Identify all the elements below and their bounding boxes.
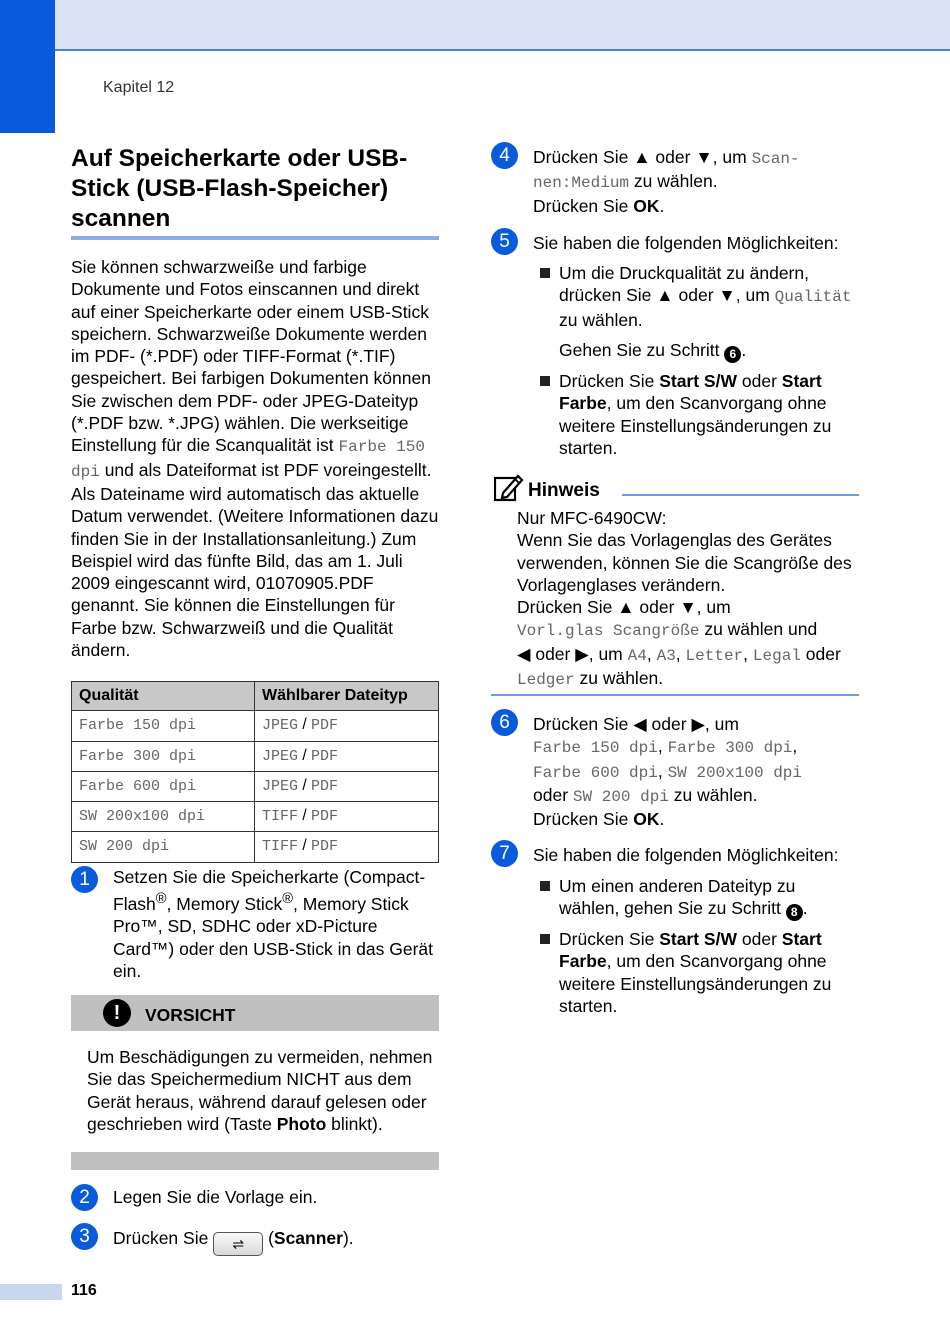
step-number-6: 6 [491,709,518,736]
chapter-label: Kapitel 12 [103,79,175,96]
registered-mark: ® [155,891,167,908]
table-row [72,711,439,741]
quality-cell: Farbe 600 dpi [79,777,197,795]
option-text-part: , um [735,285,770,306]
step-6 [491,709,863,830]
option-text [559,875,859,921]
size-option: A4 [627,646,647,665]
note-label: Hinweis [528,480,600,501]
filetype-a: TIFF [262,808,299,826]
size-option: Letter [685,646,744,665]
bullet-square [540,881,550,891]
caution-text [87,1046,443,1135]
step-number-2: 2 [71,1184,98,1211]
intro-text-2: und als Dateiformat ist PDF voreingestellt. Als Dateiname wird automatisch das aktuelle Datum verwendet. (Weitere Informationen dazu finden Sie in der Installationsanleitung.) Zum Beispiel wird das fünfte Bild, das am 1. Juli 2009 eingescannt wird, 01070905.PDF genannt. Sie können die Einstellungen für Farbe bzw. Schwarzweiß und die Qualität ändern. [71,459,439,661]
step-1-part: , Memory Stick [166,894,283,915]
note-part: , [646,643,652,664]
option-text-part: . [802,898,808,919]
separator: / [302,837,307,855]
step-1-part: , Memory Stick Pro™, SD, SDHC oder xD-Picture Card™) oder den USB-Stick in das Gerät ein. [113,894,433,982]
up-arrow-icon: ▲ [656,285,674,306]
note-part: , [675,643,681,664]
intro-paragraph [71,256,443,661]
header-band [0,0,950,51]
step-5-option-2 [540,370,860,462]
option-text [559,262,859,331]
step-6-part: oder [651,714,687,734]
step-3-part: ( [268,1228,274,1248]
step-7 [491,840,863,870]
note-pencil-icon [494,473,524,503]
step-ref-icon: 6 [724,346,741,363]
page-number: 116 [71,1282,97,1299]
note-part: oder [535,643,571,664]
down-arrow-icon: ▼ [695,147,713,167]
step-4-text [533,146,848,217]
step-number-7: 7 [491,840,518,867]
step-6-text [533,713,853,830]
step-4-part: , um [712,147,747,167]
step-number-4: 4 [491,142,518,169]
separator: / [302,716,307,734]
note-part: oder [639,597,675,618]
step-5-option-1 [540,262,860,332]
quality-option: Farbe 150 dpi [533,739,658,758]
option-text-part: oder [741,371,777,391]
start-bw-key-label: Start S/W [659,371,737,391]
filetype-b: PDF [310,777,338,795]
step-number-5: 5 [491,228,518,255]
note-model: Nur MFC-6490CW: [517,508,667,528]
caution-text-part: blinkt). [331,1113,383,1134]
step-2-text: Legen Sie die Vorlage ein. [113,1187,318,1207]
bullet-square [540,934,550,944]
step-6-part: , [657,760,663,781]
note-part: zu wählen und [704,619,818,640]
warning-icon: ! [103,999,131,1027]
step-4-part: . [659,195,665,216]
note-part: Drücken Sie [517,597,613,618]
filetype-b: PDF [310,747,338,765]
option-text-part: , um den Scanvorgang ohne weitere Einstellungsänderungen zu starten. [559,951,832,1016]
quality-cell: SW 200 dpi [79,838,170,856]
quality-table [71,681,439,863]
step-4-part: Drücken Sie [533,147,629,167]
photo-key-label: Photo [276,1113,327,1134]
option-text-part: oder [741,929,777,949]
option-text-part: Um einen anderen Dateityp zu wählen, gehen Sie zu Schritt [559,876,796,919]
step-3-text [113,1227,440,1256]
menu-setting: Qualität [774,288,852,307]
note-part: , [743,643,749,664]
note-body: Wenn Sie das Vorlagenglas des Gerätes verwenden, können Sie die Scangröße des Vorlagenglases verändern. [517,530,852,595]
ok-key-label: OK [633,195,660,216]
left-arrow-icon: ◀ [633,714,647,734]
down-arrow-icon: ▼ [718,285,736,306]
column-header-quality: Qualität [72,682,255,711]
start-color-key-label: Start Farbe [559,371,822,414]
table-header-row [72,682,439,711]
filetype-a: TIFF [262,838,299,856]
bullet-square [540,268,550,278]
quality-cell: SW 200x100 dpi [79,808,206,826]
step-ref-icon: 8 [786,904,803,921]
option-text-part: zu wählen. [559,309,643,330]
start-bw-key-label: Start S/W [659,929,737,949]
step-1-text [113,866,440,982]
step-4-part: Drücken Sie [533,195,629,216]
quality-option: SW 200 dpi [572,787,669,806]
registered-mark: ® [282,891,294,908]
step-6-part: Drücken Sie [533,714,629,734]
caution-label: VORSICHT [145,1005,236,1025]
filetype-b: PDF [310,838,338,856]
ok-key-label: OK [633,809,660,830]
quality-option: Farbe 600 dpi [533,763,658,782]
step-1-part: Setzen Sie die Speicherkarte (Compact- [113,867,426,887]
size-option: Ledger [517,671,575,690]
size-option: Legal [752,646,801,665]
scanner-key-icon: ⇌ [213,1232,263,1256]
note-text [517,507,862,691]
step-4-part: zu wählen. [633,171,718,192]
option-text-part: oder [678,285,714,306]
quality-cell: Farbe 300 dpi [79,747,197,765]
size-option: A3 [656,646,676,665]
step-5-text: Sie haben die folgenden Möglichkeiten: [533,233,839,253]
note-part: oder [805,643,841,664]
quality-option: Farbe 300 dpi [667,739,793,758]
separator: / [302,807,307,825]
scanner-key-label: Scanner [273,1228,343,1248]
table-row [72,771,439,801]
table-row [72,741,439,771]
option-text-part: Drücken Sie [559,929,655,949]
table-row [72,832,439,862]
step-7-text: Sie haben die folgenden Möglichkeiten: [533,845,839,865]
up-arrow-icon: ▲ [617,597,635,618]
step-6-part: zu wählen. [673,784,758,805]
note-part: , um [588,643,623,664]
chapter-tab [0,0,55,133]
step-7-option-2 [540,928,860,1020]
goto-step-note [559,339,859,363]
step-number-3: 3 [71,1223,98,1250]
title-underline [71,236,439,240]
step-1 [71,866,443,981]
filetype-a: JPEG [262,747,299,765]
note-end-rule [491,694,859,696]
option-text-part: Um die Druckqualität zu ändern, drücken Sie [559,263,809,306]
default-quality-value: Farbe 150 dpi [71,438,425,481]
column-header-filetype: Wählbarer Dateityp [255,682,439,711]
filetype-a: JPEG [262,777,299,795]
step-6-part: . [659,809,665,830]
step-3-part: ). [342,1228,354,1248]
option-text [559,928,859,1017]
step-number-1: 1 [71,866,98,893]
option-text-part: , um den Scanvorgang ohne weitere Einstellungsänderungen zu starten. [559,393,832,458]
menu-setting: Vorl.glas Scangröße [517,622,700,641]
step-6-part: , um [704,714,739,734]
note-rule [622,494,859,496]
separator: / [302,776,307,794]
note-part: zu wählen. [579,668,664,689]
down-arrow-icon: ▼ [679,597,697,618]
bullet-square [540,376,550,386]
step-6-part: , [657,736,663,757]
step-6-part: oder [533,784,569,805]
step-7-option-1 [540,875,860,923]
filetype-b: PDF [310,808,338,826]
note-part: , um [696,597,731,618]
goto-text: Gehen Sie zu Schritt [559,340,720,360]
caution-footer-bar [71,1152,439,1170]
start-color-key-label: Start Farbe [559,929,822,972]
quality-option: SW 200x100 dpi [667,763,802,782]
step-4-part: oder [655,147,691,167]
section-title: Auf Speicherkarte oder USB-Stick (USB-Flash-Speicher) scannen [71,145,408,232]
separator: / [302,746,307,764]
filetype-a: JPEG [262,717,299,735]
right-arrow-icon: ▶ [691,714,705,734]
page-number-bar [0,1284,62,1300]
caution-text-part: Um Beschädigungen zu vermeiden, nehmen Sie das Speichermedium NICHT aus dem Gerät heraus, während darauf gelesen oder geschrieben wird (Taste [87,1047,433,1134]
step-3 [71,1223,443,1253]
table-row [72,802,439,832]
step-1-part: Flash [113,894,156,915]
menu-setting: Scan-nen:Medium [533,150,800,193]
option-text-part: Drücken Sie [559,371,655,391]
intro-text-1: Sie können schwarzweiße und farbige Dokumente und Fotos einscannen und direkt auf einer Speicherkarte oder einem USB-Stick speichern. Schwarzweiße Dokumente werden im PDF- (*.PDF) oder TIFF-Format (*.TIF) gespeichert. Bei farbigen Dokumenten können Sie zwischen dem PDF- oder JPEG-Dateityp (*.PDF bzw. *.JPG) wählen. Die werkseitige Einstellung für die Scanqualität ist [71,257,431,456]
step-2 [71,1184,443,1210]
step-4 [491,142,863,216]
quality-cell: Farbe 150 dpi [79,717,197,735]
left-arrow-icon: ◀ [517,643,531,664]
goto-text: . [741,340,747,360]
step-6-part: , [792,736,798,757]
up-arrow-icon: ▲ [633,147,651,167]
option-text [559,370,859,459]
filetype-b: PDF [310,717,338,735]
step-6-part: Drücken Sie [533,809,629,830]
right-arrow-icon: ▶ [575,643,589,664]
step-3-part: Drücken Sie [113,1228,209,1248]
